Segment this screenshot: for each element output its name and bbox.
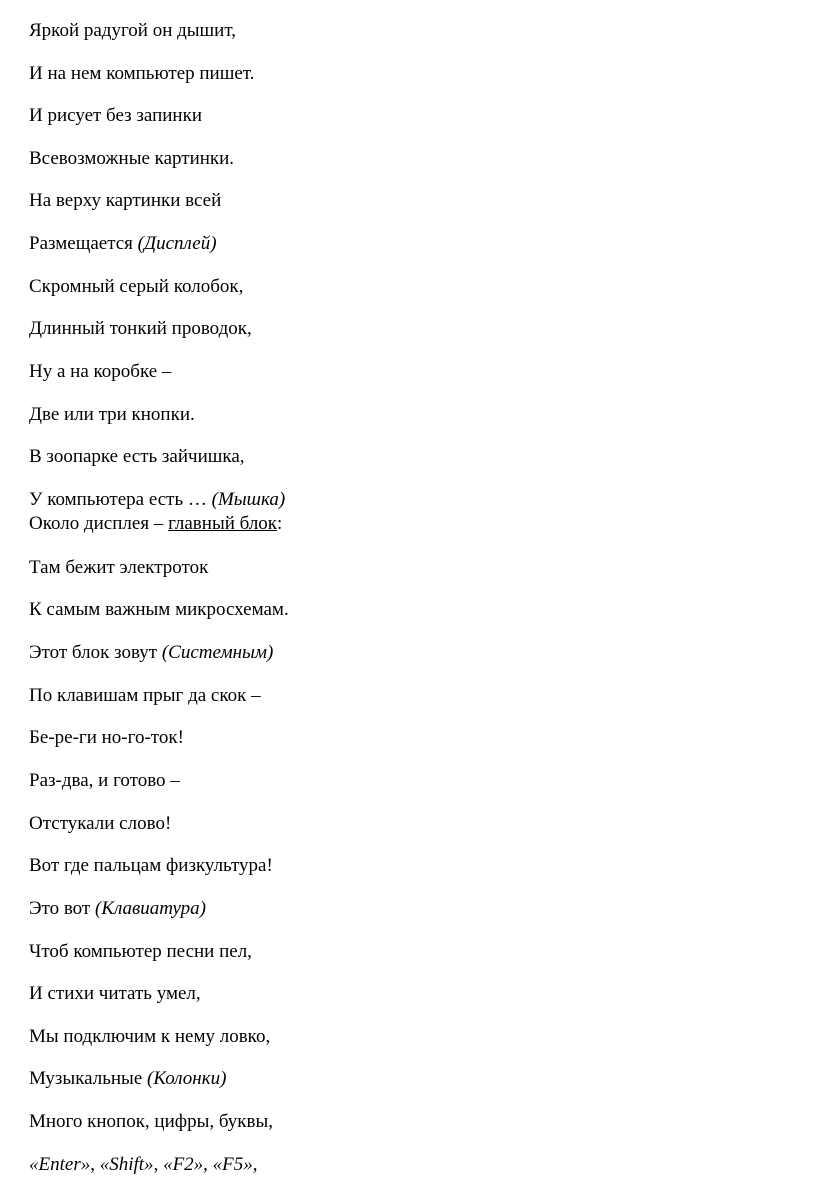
- poem-line: [29, 1154, 258, 1176]
- poem-line: [29, 599, 289, 621]
- answer-text: (Системным): [161, 642, 274, 663]
- poem-text: К самым важным микросхемам.: [29, 599, 289, 620]
- poem-text: По клавишам прыг да скок –: [29, 685, 261, 706]
- poem-text: Около дисплея –: [29, 513, 169, 534]
- poem-text: Мы подключим к нему ловко,: [29, 1026, 271, 1047]
- answer-text: (Дисплей): [137, 233, 217, 254]
- poem-line: [29, 941, 252, 963]
- poem-line: [29, 318, 252, 340]
- underlined-text: главный блок: [168, 513, 278, 534]
- poem-text: В зоопарке есть зайчишка,: [29, 446, 245, 467]
- answer-text: (Колонки): [147, 1068, 227, 1089]
- poem-line: [29, 1111, 273, 1133]
- answer-text: (Клавиатура): [95, 898, 206, 919]
- key-name-text: «Enter»: [29, 1154, 91, 1175]
- poem-line: [29, 404, 195, 426]
- poem-text: Раз-два, и готово –: [29, 770, 180, 791]
- poem-text: ,: [203, 1154, 213, 1175]
- poem-line: [29, 446, 245, 468]
- poem-text: И рисует без запинки: [29, 105, 202, 126]
- poem-line: [29, 1068, 226, 1090]
- poem-text: На верху картинки всей: [29, 190, 222, 211]
- poem-line: [29, 105, 202, 127]
- poem-line: [29, 361, 171, 383]
- key-name-text: «F5»: [212, 1154, 253, 1175]
- poem-text: ,: [90, 1154, 100, 1175]
- poem-line: [29, 727, 184, 749]
- poem-line: [29, 489, 285, 511]
- key-name-text: «Shift»: [99, 1154, 154, 1175]
- poem-line: [29, 190, 221, 212]
- poem-text: Яркой радугой он дышит,: [29, 20, 236, 41]
- poem-line: [29, 898, 206, 920]
- poem-text: Там бежит электроток: [29, 557, 209, 578]
- poem-text: Длинный тонкий проводок,: [29, 318, 252, 339]
- poem-line: [29, 1026, 270, 1048]
- poem-line: [29, 642, 273, 664]
- poem-text: Это вот: [29, 898, 95, 919]
- poem-line: [29, 770, 180, 792]
- poem-text: ,: [153, 1154, 164, 1175]
- key-name-text: «F2»: [163, 1154, 204, 1175]
- poem-line: [29, 855, 273, 877]
- poem-text: И на нем компьютер пишет.: [29, 63, 255, 84]
- poem-line: [29, 276, 243, 298]
- poem-text: Отстукали слово!: [29, 813, 172, 834]
- poem-text: Вот где пальцам физкультура!: [29, 855, 273, 876]
- poem-text: :: [277, 513, 283, 534]
- poem-line: [29, 513, 282, 535]
- poem-text: Этот блок зовут: [29, 642, 162, 663]
- poem-line: [29, 20, 236, 42]
- poem-text: Много кнопок, цифры, буквы,: [29, 1111, 274, 1132]
- poem-line: [29, 685, 261, 707]
- poem-line: [29, 233, 217, 255]
- poem-line: [29, 557, 208, 579]
- poem-text: Скромный серый колобок,: [29, 276, 244, 297]
- answer-text: (Мышка): [211, 489, 286, 510]
- poem-text: Бе-ре-ги но-го-ток!: [29, 727, 184, 748]
- poem-text: У компьютера есть …: [29, 489, 212, 510]
- poem-text: И стихи читать умел,: [29, 983, 201, 1004]
- poem-text: Ну а на коробке –: [29, 361, 172, 382]
- poem-text: Чтоб компьютер песни пел,: [29, 941, 252, 962]
- poem-line: [29, 63, 254, 85]
- poem-text: Всевозможные картинки.: [29, 148, 235, 169]
- poem-text: Две или три кнопки.: [29, 404, 195, 425]
- poem-text: ,: [252, 1154, 258, 1175]
- poem-line: [29, 813, 171, 835]
- poem-line: [29, 983, 201, 1005]
- poem-text: Размещается: [29, 233, 138, 254]
- poem-text: Музыкальные: [29, 1068, 147, 1089]
- poem-line: [29, 148, 234, 170]
